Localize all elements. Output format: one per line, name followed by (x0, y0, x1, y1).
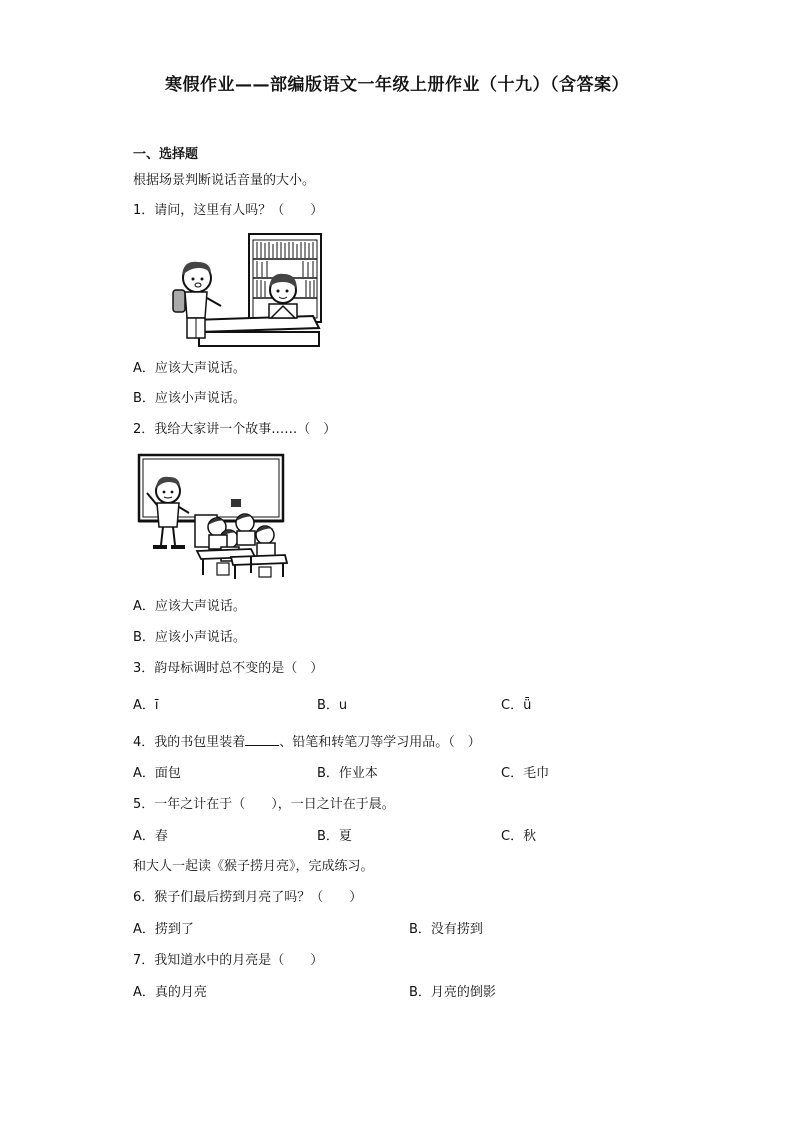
question-2-option-b[interactable]: B．应该小声说话。 (133, 630, 246, 645)
question-5-stem: 5．一年之计在于（ ），一日之计在于晨。 (133, 797, 395, 812)
library-illustration (163, 232, 325, 348)
question-1-option-a[interactable]: A．应该大声说话。 (133, 361, 246, 376)
question-4-option-b[interactable]: B．作业本 (317, 766, 378, 781)
question-1-stem: 1．请问，这里有人吗？（ ） (133, 203, 324, 218)
question-6-option-b[interactable]: B．没有捞到 (409, 922, 483, 937)
question-4-stem-end: 、铅笔和转笔刀等学习用品。（ ） (279, 735, 481, 750)
question-5-option-b[interactable]: B．夏 (317, 829, 352, 844)
question-7-option-a[interactable]: A．真的月亮 (133, 985, 207, 1000)
question-4-stem (133, 734, 481, 751)
question-2-stem: 2．我给大家讲一个故事……（ ） (133, 422, 337, 437)
question-5-option-c[interactable]: C．秋 (501, 829, 537, 844)
question-4-option-c[interactable]: C．毛巾 (501, 766, 550, 781)
instruction-text: 根据场景判断说话音量的大小。 (133, 173, 316, 188)
question-7-stem: 7．我知道水中的月亮是（ ） (133, 953, 324, 968)
classroom-illustration (133, 453, 288, 581)
question-3-stem: 3．韵母标调时总不变的是（ ） (133, 661, 324, 676)
reading-instruction: 和大人一起读《猴子捞月亮》，完成练习。 (133, 859, 374, 874)
question-6-stem: 6．猴子们最后捞到月亮了吗？（ ） (133, 890, 363, 905)
question-3-option-c[interactable]: C．ǖ (501, 698, 532, 713)
question-5-option-a[interactable]: A．春 (133, 829, 168, 844)
question-1-option-b[interactable]: B．应该小声说话。 (133, 391, 246, 406)
section-heading: 一、选择题 (133, 147, 199, 162)
fill-blank (245, 734, 279, 746)
page-title: 寒假作业——部编版语文一年级上册作业（十九）（含答案） (165, 75, 629, 95)
question-7-option-b[interactable]: B．月亮的倒影 (409, 985, 496, 1000)
question-3-option-a[interactable]: A．ī (133, 698, 159, 713)
question-4-stem-start: 4．我的书包里装着 (133, 735, 246, 750)
question-3-option-b[interactable]: B．u (317, 698, 348, 713)
question-2-option-a[interactable]: A．应该大声说话。 (133, 599, 246, 614)
question-6-option-a[interactable]: A．捞到了 (133, 922, 194, 937)
question-4-option-a[interactable]: A．面包 (133, 766, 181, 781)
